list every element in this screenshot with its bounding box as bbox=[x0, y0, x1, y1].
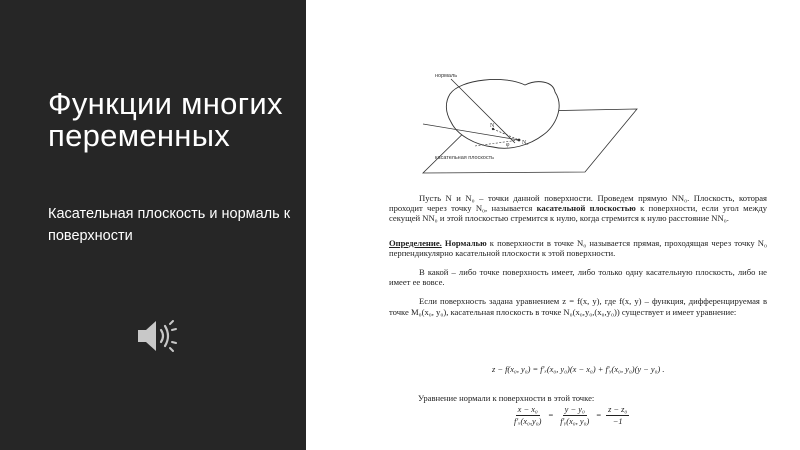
normal-line-equation: $\frac{\text{x − x₀}}{\text{f′ₓ(x₀,y₀)}}$ = $\frac{\text{y − y₀}}{\text{f′ᵧ(x₀, y₀)}}$ = $\frac{\text{z − z₀}}{-1}$ bbox=[514, 405, 628, 426]
speaker-icon[interactable] bbox=[134, 315, 182, 357]
angle-label: φ bbox=[506, 142, 510, 148]
slide-title: Функции многих переменных bbox=[48, 86, 283, 153]
surface-diagram bbox=[415, 67, 765, 187]
title-panel bbox=[0, 0, 306, 450]
plane-label: касательная плоскость bbox=[435, 155, 495, 161]
fraction-z: $\frac{\text{z − z₀}}{-1}$ bbox=[608, 405, 628, 426]
normal-label: нормаль bbox=[435, 73, 458, 79]
normal-equation-caption: Уравнение нормали к поверхности в этой точке: bbox=[418, 393, 595, 403]
paragraph-tangent-definition: Пусть N и N₀ – точки данной поверхности. Проведем прямую NN₀. Плоскость, которая проходит через точку N₀, называется касательной плоскостью к поверхности, если угол между секущей NN₀ и этой плоскостью стремится к нулю, когда стремится к нулю расстояние NN₀. bbox=[389, 193, 767, 224]
document-text bbox=[389, 193, 767, 317]
tangent-plane-equation: z − f(x₀, y₀) = f′ₓ(x₀, y₀)(x − x₀) + f′ᵧ(x₀, y₀)(y − y₀) . bbox=[492, 365, 665, 374]
paragraph-surface-equation: Если поверхность задана уравнением z = f(x, y), где f(x, y) – функция, дифференцируемая в точке M₀(x₀, y₀), касательная плоскость в точке N₀(x₀,y₀,(x₀,y₀)) существует и имеет уравнение: bbox=[389, 296, 767, 317]
point-n-label: N bbox=[490, 123, 495, 129]
fraction-x: $\frac{\text{x − x₀}}{\text{f′ₓ(x₀,y₀)}}$ bbox=[514, 405, 542, 426]
paragraph-normal-definition: Определение. Нормалью к поверхности в точке N₀ называется прямая, проходящая через точку N₀ перпендикулярно касательной плоскости к этой поверхности. bbox=[389, 237, 767, 258]
slide-subtitle: Касательная плоскость и нормаль к поверхности bbox=[48, 206, 291, 244]
point-n0-label: N₀ bbox=[522, 140, 529, 146]
paragraph-uniqueness: В какой – либо точке поверхность имеет, либо только одну касательную плоскость, либо не имеет ее вовсе. bbox=[389, 267, 767, 288]
fraction-y: $\frac{\text{y − y₀}}{\text{f′ᵧ(x₀, y₀)}}$ bbox=[560, 405, 590, 426]
